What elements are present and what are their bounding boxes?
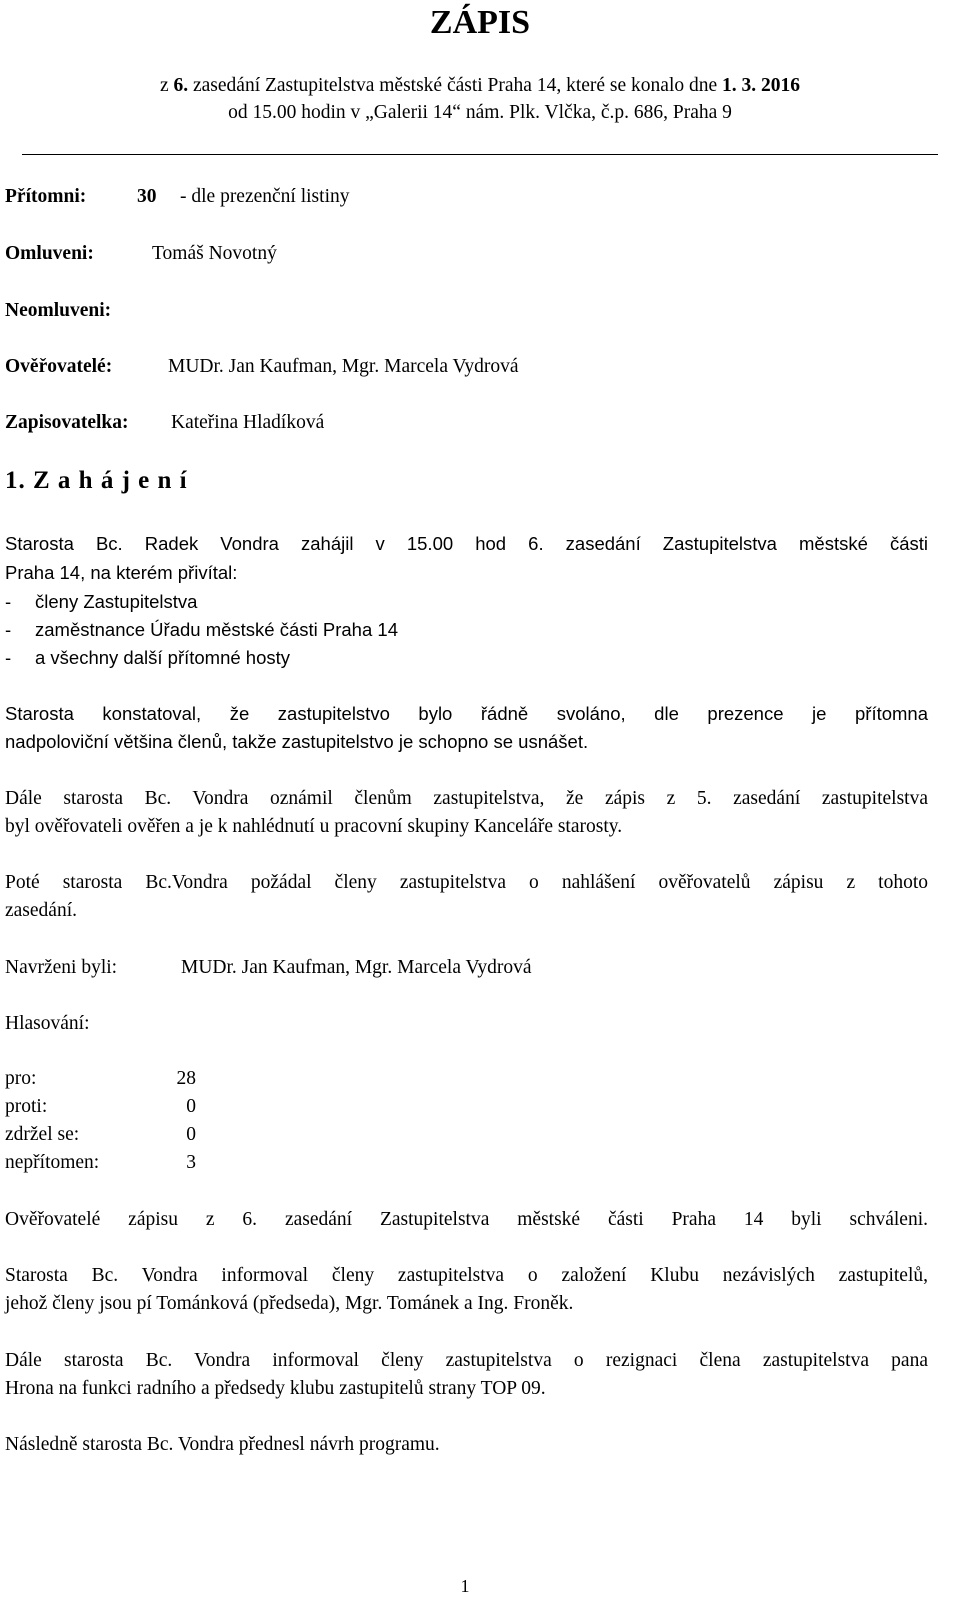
club-paragraph-line1: Starosta Bc. Vondra informoval členy zastupitelstva o založení Klubu nezávislých zastupitelů, bbox=[5, 1265, 928, 1286]
minutes-paragraph-line2: byl ověřovateli ověřen a je k nahlédnutí u pracovní skupiny Kanceláře starosty. bbox=[5, 816, 623, 837]
request-paragraph-line2: zasedání. bbox=[5, 900, 78, 921]
session-date: 1. 3. 2016 bbox=[722, 75, 801, 96]
header-divider bbox=[22, 154, 938, 155]
session-header-line1 bbox=[0, 72, 960, 99]
present-count: 30 bbox=[137, 186, 157, 207]
approval-paragraph: Ověřovatelé zápisu z 6. zasedání Zastupitelstva městské části Praha 14 byli schváleni. bbox=[5, 1209, 928, 1230]
header-middle: zasedání Zastupitelstva městské části Praha 14, které se konalo dne bbox=[188, 75, 723, 96]
vote-row: nepřítomen: 3 bbox=[5, 1152, 196, 1173]
program-paragraph: Následně starosta Bc. Vondra přednesl návrh programu. bbox=[5, 1434, 440, 1455]
verifiers-value: MUDr. Jan Kaufman, Mgr. Marcela Vydrová bbox=[168, 356, 519, 377]
unexcused-label: Neomluveni: bbox=[5, 300, 112, 321]
resignation-paragraph-line1: Dále starosta Bc. Vondra informoval členy zastupitelstva o rezignaci člena zastupitelstva pana bbox=[5, 1350, 928, 1371]
section-heading: 1. Z a h á j e n í bbox=[5, 467, 188, 494]
opening-line-2: Praha 14, na kterém přivítal: bbox=[5, 562, 238, 583]
club-paragraph-line2: jehož členy jsou pí Tománková (předseda), Mgr. Tománek a Ing. Froněk. bbox=[5, 1293, 574, 1314]
document-title: ZÁPIS bbox=[429, 4, 531, 41]
excused-label: Omluveni: bbox=[5, 243, 94, 264]
proposed-label: Navrženi byli: bbox=[5, 957, 118, 978]
vote-row: pro: 28 bbox=[5, 1068, 196, 1089]
request-paragraph-line1: Poté starosta Bc.Vondra požádal členy zastupitelstva o nahlášení ověřovatelů zápisu z tohoto bbox=[5, 872, 928, 893]
recorder-label: Zapisovatelka: bbox=[5, 412, 129, 433]
present-note: - dle prezenční listiny bbox=[180, 186, 350, 207]
vote-row: zdržel se: 0 bbox=[5, 1124, 196, 1145]
opening-line: Starosta Bc. Radek Vondra zahájil v 15.00 hod 6. zasedání Zastupitelstva městské části bbox=[5, 533, 928, 554]
quorum-paragraph-line2: nadpoloviční většina členů, takže zastupitelstvo je schopno se usnášet. bbox=[5, 731, 589, 752]
verifiers-label: Ověřovatelé: bbox=[5, 356, 113, 377]
present-label: Přítomni: bbox=[5, 186, 87, 207]
voting-label: Hlasování: bbox=[5, 1013, 90, 1034]
minutes-paragraph-line1: Dále starosta Bc. Vondra oznámil členům zastupitelstva, že zápis z 5. zasedání zastupitelstva bbox=[5, 788, 928, 809]
proposed-value: MUDr. Jan Kaufman, Mgr. Marcela Vydrová bbox=[181, 957, 532, 978]
header-prefix: z bbox=[159, 75, 174, 96]
page-number: 1 bbox=[460, 1576, 470, 1596]
recorder-value: Kateřina Hladíková bbox=[171, 412, 325, 433]
welcome-list-item: - zaměstnance Úřadu městské části Praha 14 bbox=[5, 619, 398, 640]
resignation-paragraph-line2: Hrona na funkci radního a předsedy klubu zastupitelů strany TOP 09. bbox=[5, 1378, 546, 1399]
session-header-line2: od 15.00 hodin v „Galerii 14“ nám. Plk. Vlčka, č.p. 686, Praha 9 bbox=[228, 102, 732, 123]
session-number: 6. bbox=[173, 75, 189, 96]
welcome-list-item: - a všechny další přítomné hosty bbox=[5, 647, 291, 668]
welcome-list-item: - členy Zastupitelstva bbox=[5, 591, 198, 612]
quorum-paragraph-line1: Starosta konstatoval, že zastupitelstvo bylo řádně svoláno, dle prezence je přítomna bbox=[5, 703, 928, 724]
excused-value: Tomáš Novotný bbox=[152, 243, 277, 264]
vote-row: proti: 0 bbox=[5, 1096, 196, 1117]
